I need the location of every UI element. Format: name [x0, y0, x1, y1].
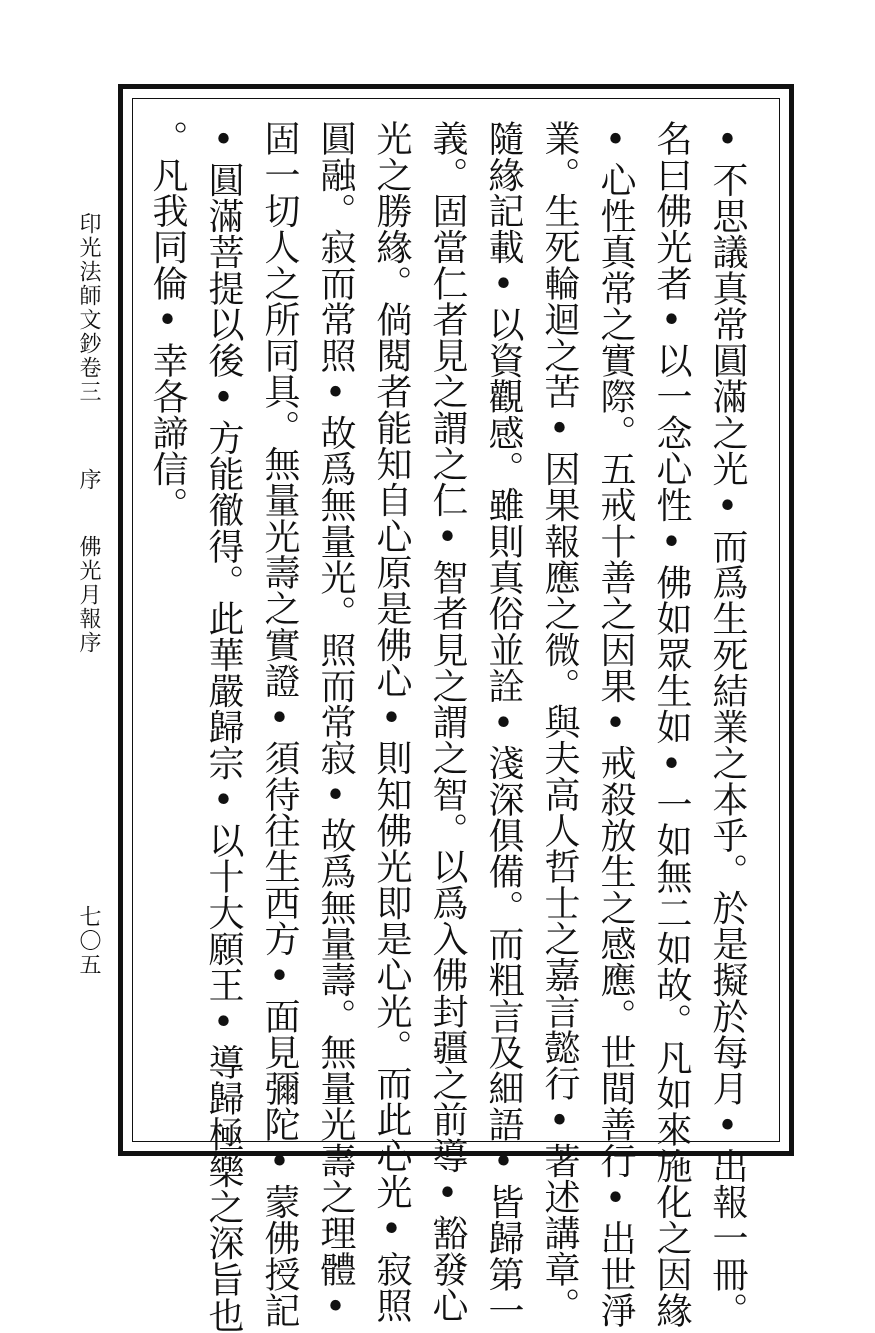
text-column-1: •不思議真常圓滿之光•而爲生死結業之本乎。於是擬於每月•出報一冊。 — [707, 120, 748, 1328]
text-column-10: •圓滿菩提以後•方能徹得。此華嚴歸宗•以十大願王•導歸極樂之深旨也 — [203, 120, 244, 1333]
article-title: 佛光月報序 — [76, 535, 101, 655]
text-column-2: 名曰佛光者•以一念心性•佛如眾生如•一如無二如故。凡如來施化之因緣 — [651, 120, 692, 1328]
text-column-4: 業。生死輪迴之苦•因果報應之微。與夫高人哲士之嘉言懿行•著述講章。 — [539, 120, 580, 1323]
text-column-3: •心性真常之實際。五戒十善之因果•戒殺放生之感應。世間善行•出世淨 — [595, 120, 636, 1328]
section-label: 序 — [76, 468, 101, 490]
text-column-8: 圓融。寂而常照•故爲無量光。照而常寂•故爲無量壽。無量光壽之理體• — [315, 120, 356, 1328]
text-column-5: 隨緣記載•以資觀感。雖則真俗並詮•淺深俱備。而粗言及細語•皆歸第一 — [483, 120, 524, 1328]
text-column-7: 光之勝緣。倘閱者能知自心原是佛心•則知佛光即是心光。而此心光•寂照 — [371, 120, 412, 1323]
text-column-6: 義。固當仁者見之謂之仁•智者見之謂之智。以爲入佛封疆之前導•豁發心 — [427, 120, 468, 1323]
text-column-9: 固一切人之所同具。無量光壽之實證•須待往生西方•面見彌陀•蒙佛授記 — [259, 120, 300, 1328]
text-column-11: 。凡我同倫•幸各諦信。 — [147, 120, 188, 523]
book-title: 印光法師文鈔卷三 — [76, 212, 101, 404]
page-number: 七〇五 — [76, 905, 101, 977]
